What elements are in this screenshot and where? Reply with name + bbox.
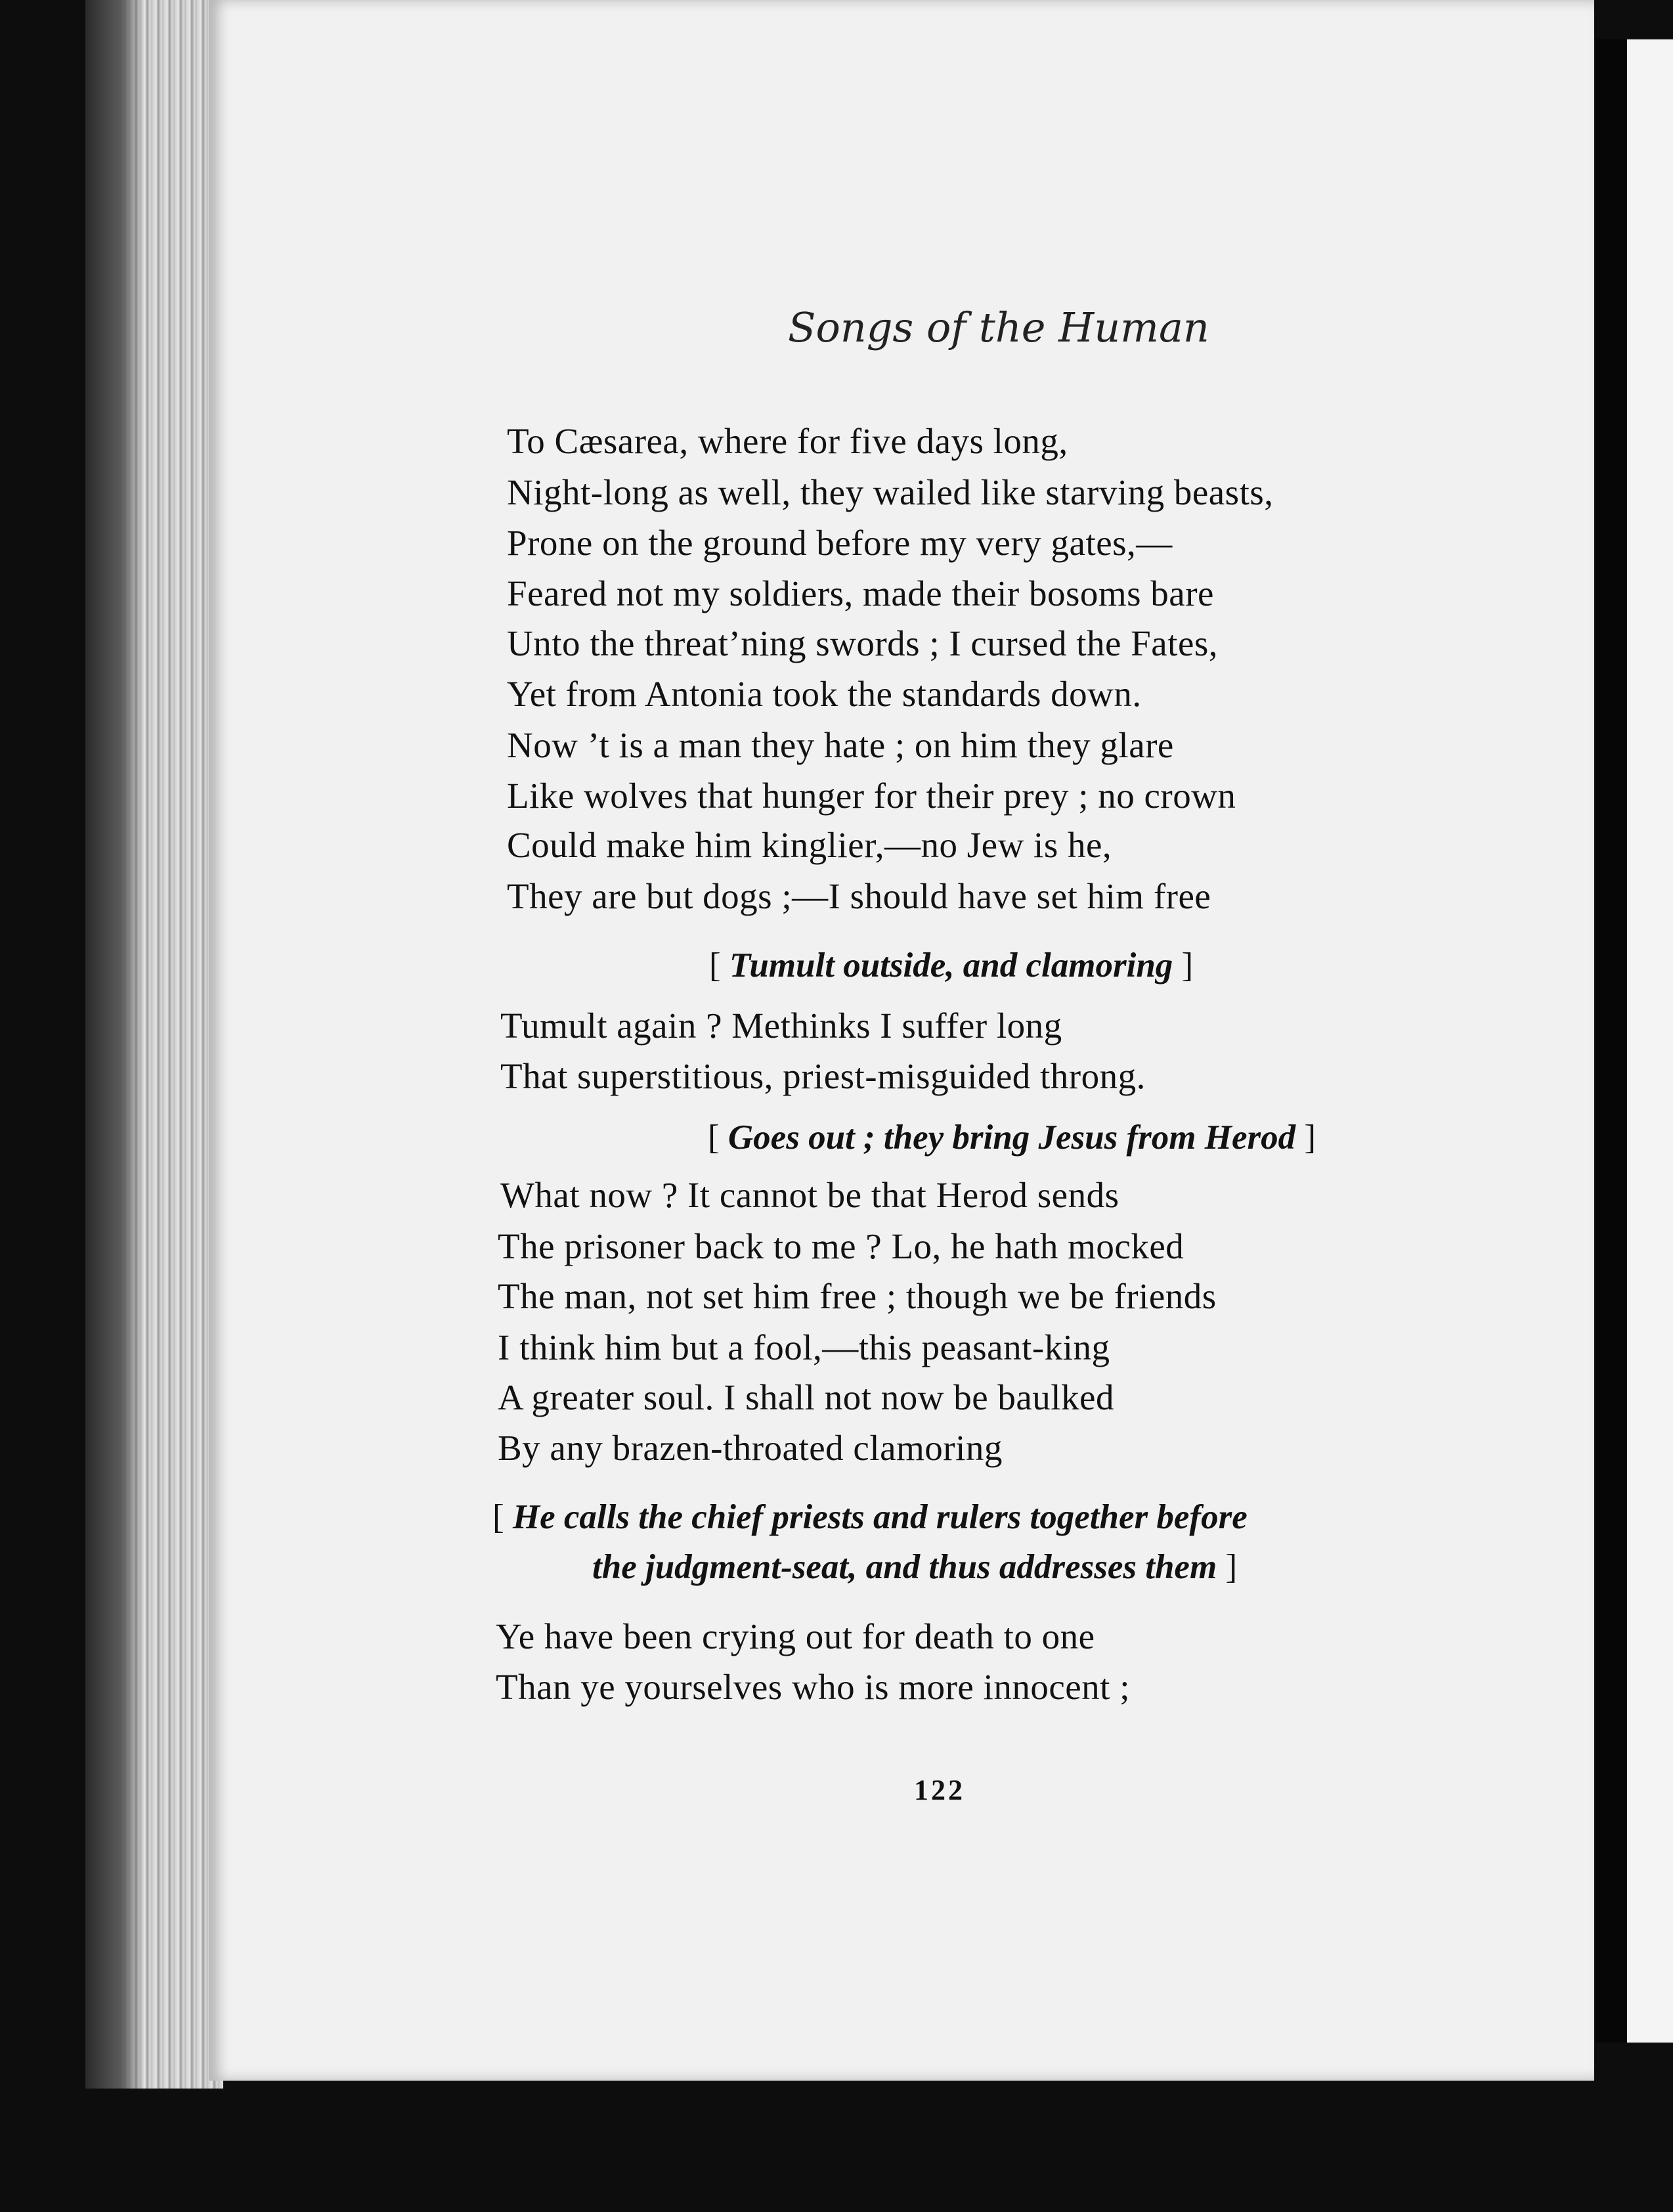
verse-line: Feared not my soldiers, made their bosoms bare — [507, 573, 1214, 613]
stage-direction-continued — [592, 1547, 1237, 1587]
verse-line: The man, not set him free ; though we be friends — [498, 1276, 1217, 1316]
stage-direction — [492, 1497, 1248, 1537]
bracket-close: ] — [1295, 1118, 1316, 1157]
facing-page-edge — [1627, 39, 1673, 2043]
stage-direction-text: He calls the chief priests and rulers together before — [512, 1498, 1248, 1536]
verse-line: The prisoner back to me ? Lo, he hath mocked — [498, 1226, 1184, 1266]
verse-line: Tumult again ? Methinks I suffer long — [500, 1006, 1062, 1046]
verse-line: To Cæsarea, where for five days long, — [507, 421, 1068, 461]
verse-line: A greater soul. I shall not now be baulked — [498, 1377, 1114, 1417]
verse-line: Now ’t is a man they hate ; on him they glare — [507, 725, 1174, 765]
page-number: 122 — [914, 1774, 965, 1806]
binding-shadow — [85, 0, 144, 2089]
stage-direction — [708, 1118, 1316, 1157]
verse-line: Than ye yourselves who is more innocent ; — [496, 1667, 1130, 1707]
verse-line: What now ? It cannot be that Herod sends — [500, 1175, 1119, 1215]
verse-line: Night-long as well, they wailed like starving beasts, — [507, 472, 1274, 512]
bracket-open: [ — [492, 1498, 513, 1536]
verse-line: Like wolves that hunger for their prey ; no crown — [507, 776, 1236, 816]
verse-line: I think him but a fool,—this peasant-king — [498, 1327, 1110, 1367]
verse-line: Ye have been crying out for death to one — [496, 1616, 1095, 1656]
stage-direction-text: Goes out ; they bring Jesus from Herod — [728, 1118, 1296, 1157]
verse-line: Could make him kinglier,—no Jew is he, — [507, 825, 1112, 865]
bracket-close: ] — [1217, 1548, 1238, 1586]
verse-line: By any brazen-throated clamoring — [498, 1428, 1003, 1468]
bracket-close: ] — [1173, 946, 1194, 984]
stage-direction — [709, 946, 1193, 985]
verse-line: They are but dogs ;—I should have set him free — [507, 876, 1211, 916]
verse-line: Unto the threat’ning swords ; I cursed the Fates, — [507, 623, 1219, 663]
verse-line: That superstitious, priest-misguided throng. — [500, 1056, 1146, 1096]
verse-line: Prone on the ground before my very gates,— — [507, 523, 1173, 563]
verse-line: Yet from Antonia took the standards down. — [507, 674, 1142, 714]
stage-direction-text: the judgment-seat, and thus addresses them — [592, 1548, 1217, 1586]
bracket-open: [ — [708, 1118, 728, 1157]
running-head: Songs of the Human — [788, 303, 1209, 351]
bracket-open: [ — [709, 946, 729, 984]
stage-direction-text: Tumult outside, and clamoring — [729, 946, 1173, 984]
